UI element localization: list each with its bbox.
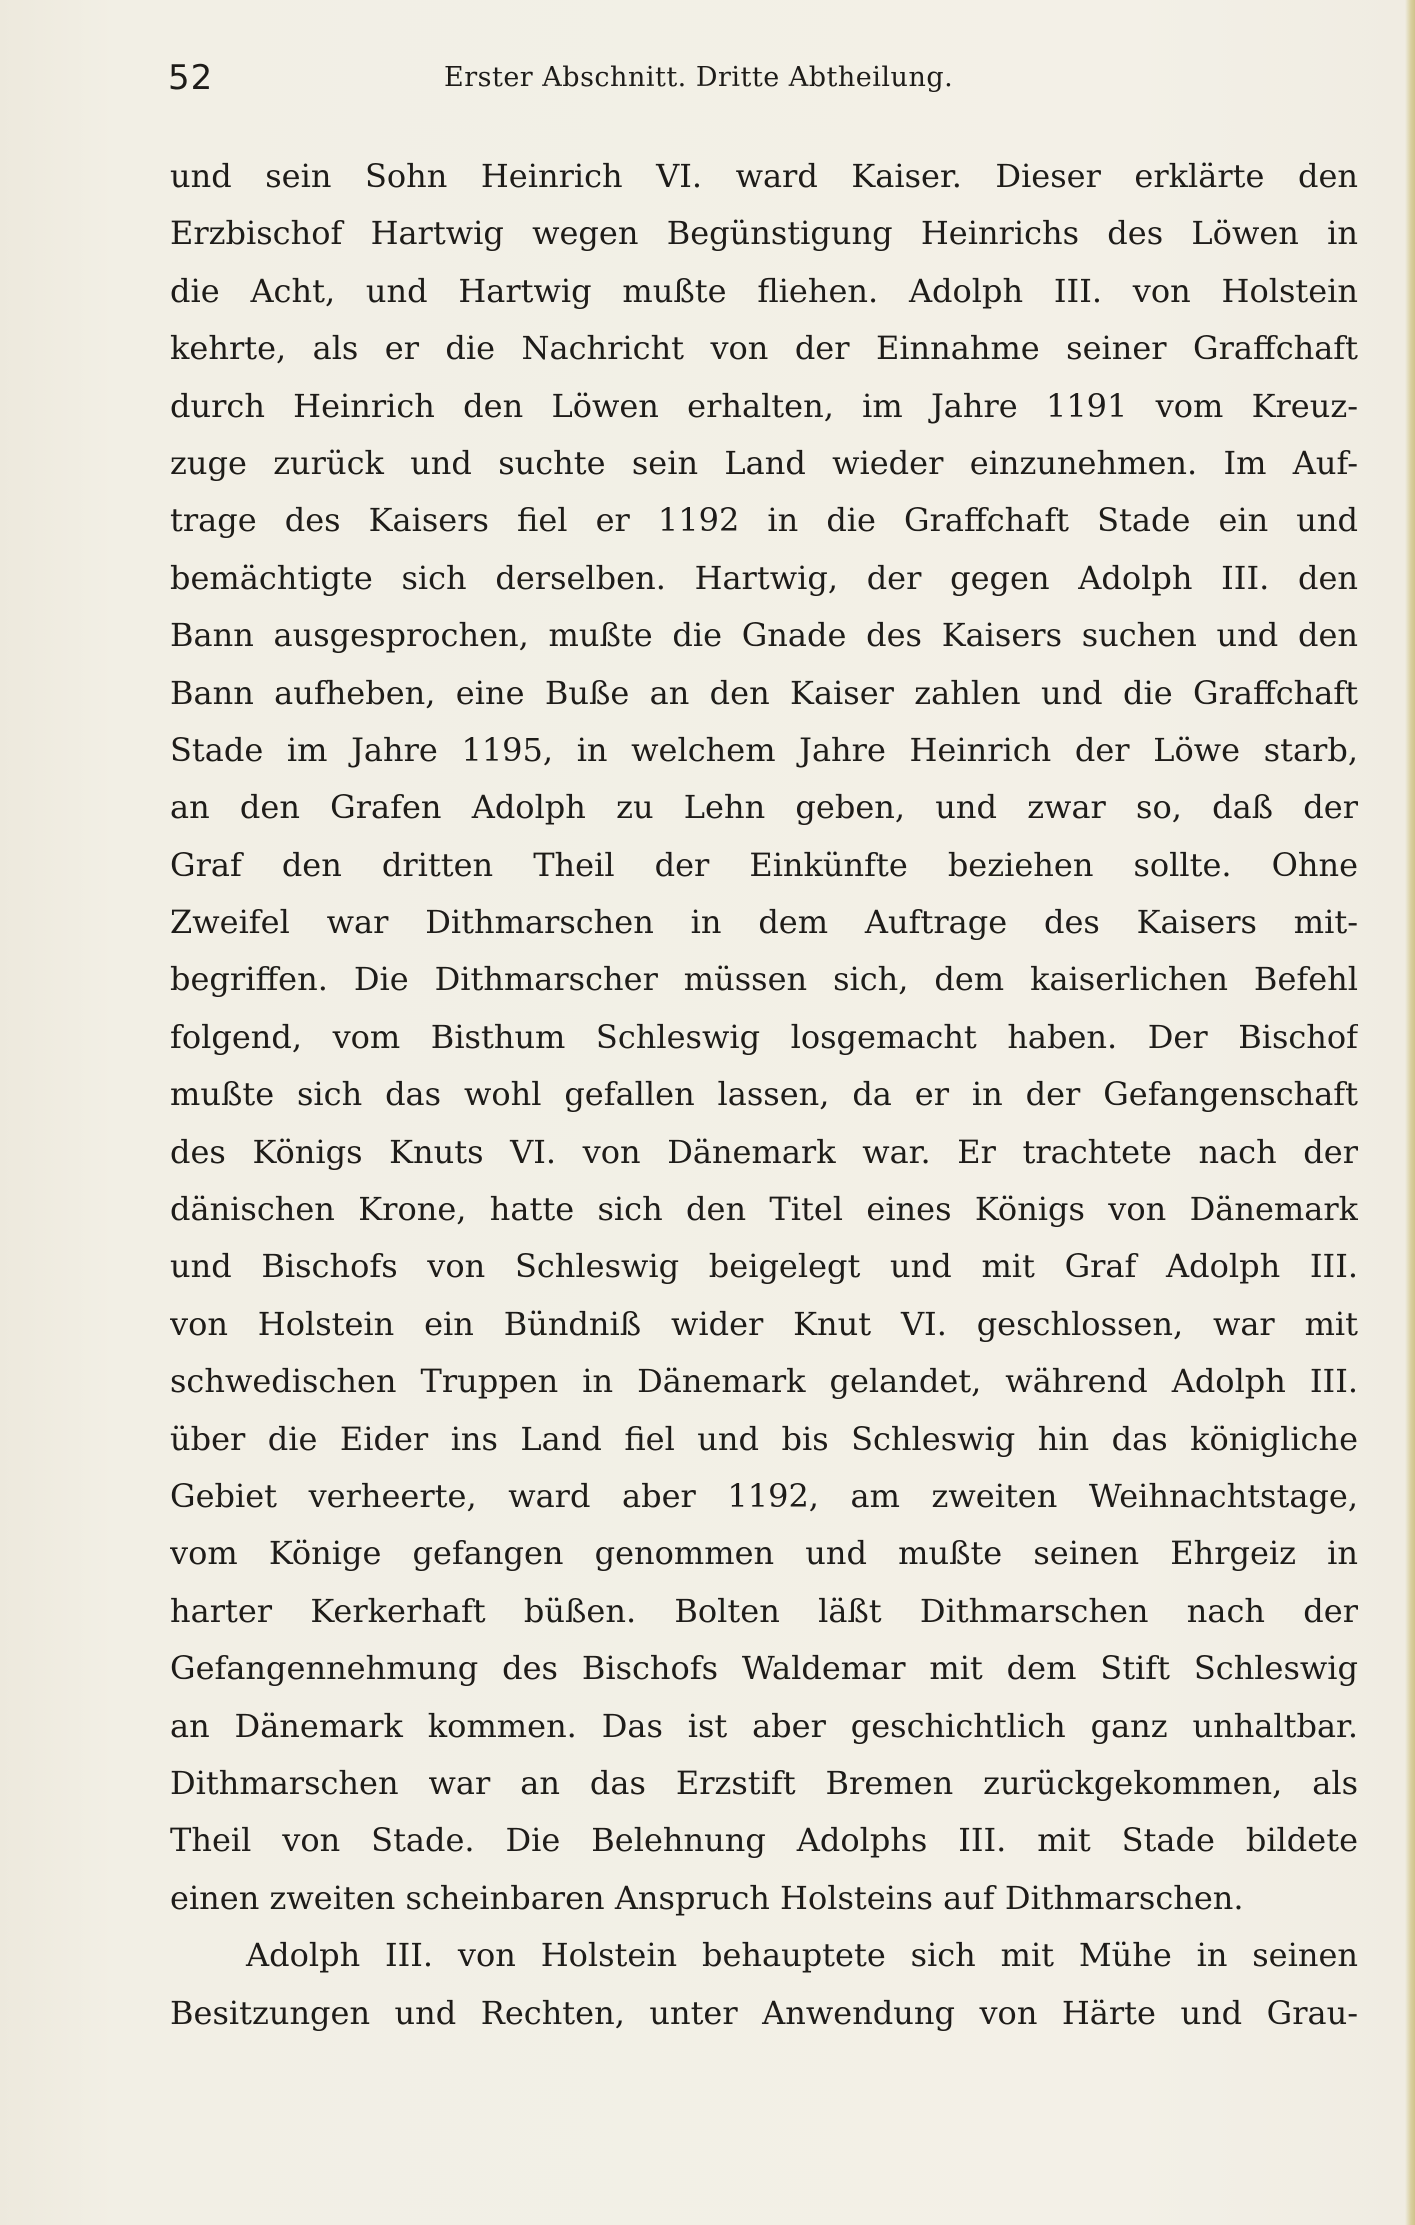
text-line: die Acht, und Hartwig mußte fliehen. Adolph III. von Holstein bbox=[170, 271, 1358, 310]
text-line: kehrte, als er die Nachricht von der Einnahme seiner Graffchaft bbox=[170, 329, 1358, 368]
text-line: mußte sich das wohl gefallen lassen, da er in der Gefangenschaft bbox=[170, 1075, 1358, 1114]
text-line: dänischen Krone, hatte sich den Titel eines Königs von Dänemark bbox=[170, 1190, 1358, 1229]
text-line: über die Eider ins Land fiel und bis Schleswig hin das königliche bbox=[170, 1419, 1358, 1458]
body-text bbox=[170, 148, 1358, 2042]
text-line: Gebiet verheerte, ward aber 1192, am zweiten Weihnachtstage, bbox=[170, 1476, 1358, 1515]
text-line: folgend, vom Bisthum Schleswig losgemacht haben. Der Bischof bbox=[170, 1017, 1358, 1056]
text-line: Theil von Stade. Die Belehnung Adolphs III. mit Stade bildete bbox=[170, 1821, 1358, 1860]
text-line: Erzbischof Hartwig wegen Begünstigung Heinrichs des Löwen in bbox=[170, 214, 1358, 253]
text-line: Stade im Jahre 1195, in welchem Jahre Heinrich der Löwe starb, bbox=[170, 730, 1358, 769]
text-line: Graf den dritten Theil der Einkünfte beziehen sollte. Ohne bbox=[170, 845, 1358, 884]
text-line: Bann aufheben, eine Buße an den Kaiser zahlen und die Graffchaft bbox=[170, 673, 1358, 712]
text-line: schwedischen Truppen in Dänemark gelandet, während Adolph III. bbox=[170, 1362, 1358, 1401]
page-edge bbox=[1405, 0, 1415, 2225]
paragraph-last-line: einen zweiten scheinbaren Anspruch Holsteins auf Dithmarschen. bbox=[170, 1878, 1244, 1917]
text-line: an den Grafen Adolph zu Lehn geben, und zwar so, daß der bbox=[170, 788, 1358, 827]
paragraph-first-line: Adolph III. von Holstein behauptete sich mit Mühe in seinen bbox=[246, 1936, 1358, 1975]
text-line: harter Kerkerhaft büßen. Bolten läßt Dithmarschen nach der bbox=[170, 1591, 1358, 1630]
text-line: bemächtigte sich derselben. Hartwig, der gegen Adolph III. den bbox=[170, 558, 1358, 597]
text-line: Gefangennehmung des Bischofs Waldemar mit dem Stift Schleswig bbox=[170, 1649, 1358, 1688]
text-line: durch Heinrich den Löwen erhalten, im Jahre 1191 vom Kreuz- bbox=[170, 386, 1358, 425]
text-line: Dithmarschen war an das Erzstift Bremen zurückgekommen, als bbox=[170, 1763, 1358, 1802]
text-line: begriffen. Die Dithmarscher müssen sich, dem kaiserlichen Befehl bbox=[170, 960, 1358, 999]
text-line: Zweifel war Dithmarschen in dem Auftrage des Kaisers mit- bbox=[170, 903, 1358, 942]
page-number: 52 bbox=[168, 58, 214, 98]
text-line: und sein Sohn Heinrich VI. ward Kaiser. Dieser erklärte den bbox=[170, 157, 1358, 195]
text-line: von Holstein ein Bündniß wider Knut VI. geschlossen, war mit bbox=[170, 1304, 1358, 1343]
running-head: Erster Abschnitt. Dritte Abtheilung. bbox=[444, 62, 954, 93]
text-line: und Bischofs von Schleswig beigelegt und mit Graf Adolph III. bbox=[170, 1247, 1358, 1286]
text-line: vom Könige gefangen genommen und mußte seinen Ehrgeiz in bbox=[170, 1534, 1358, 1573]
text-line: trage des Kaisers fiel er 1192 in die Graffchaft Stade ein und bbox=[170, 501, 1358, 540]
text-line: zuge zurück und suchte sein Land wieder einzunehmen. Im Auf- bbox=[170, 443, 1358, 482]
text-line: Bann ausgesprochen, mußte die Gnade des Kaisers suchen und den bbox=[170, 616, 1358, 655]
text-line: Besitzungen und Rechten, unter Anwendung von Härte und Grau- bbox=[170, 1993, 1358, 2032]
text-line: an Dänemark kommen. Das ist aber geschichtlich ganz unhaltbar. bbox=[170, 1706, 1358, 1745]
text-line: des Königs Knuts VI. von Dänemark war. Er trachtete nach der bbox=[170, 1132, 1358, 1171]
page-header bbox=[168, 58, 1303, 102]
